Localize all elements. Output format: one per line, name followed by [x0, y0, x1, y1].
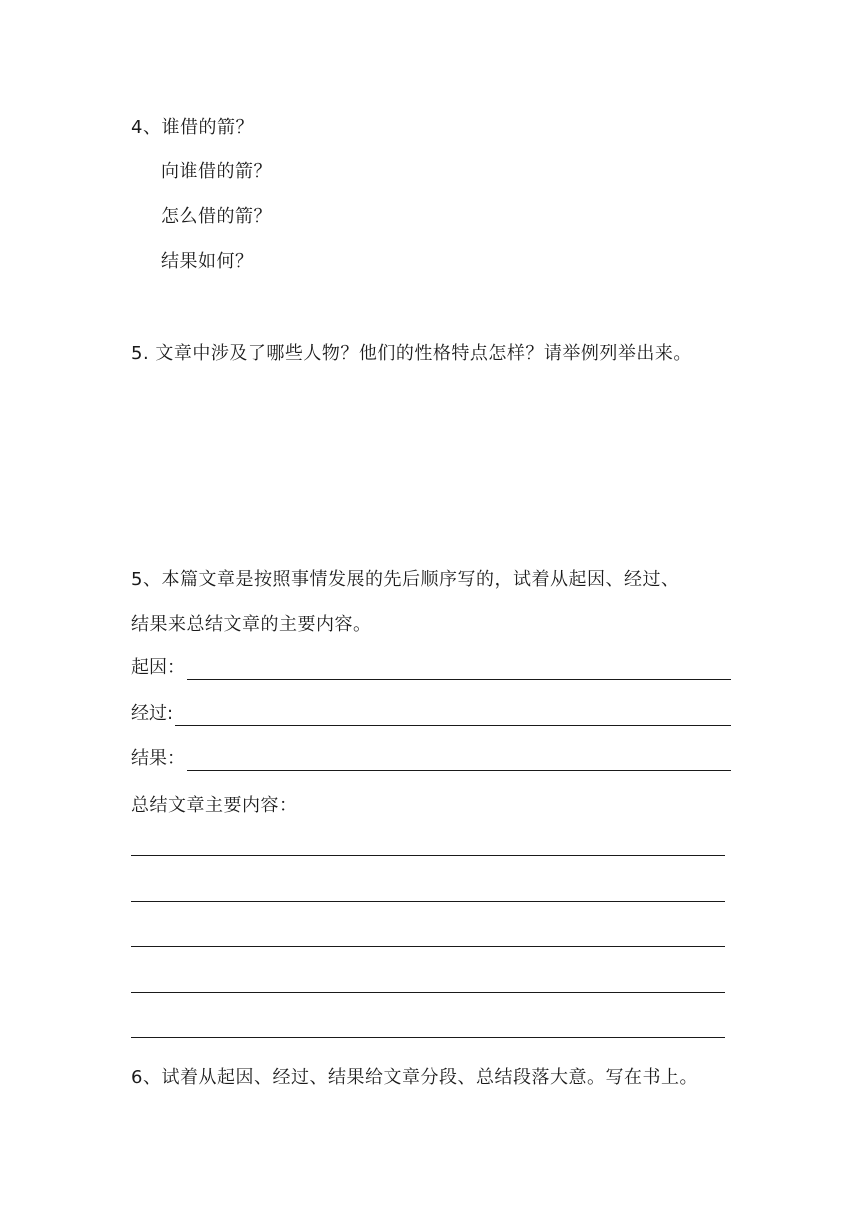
question-5-summary-line-1: 5、本篇文章是按照事情发展的先后顺序写的，试着从起因、经过、: [131, 569, 680, 590]
summary-blank-line[interactable]: [131, 855, 725, 856]
question-4-sub-2: 怎么借的箭？: [161, 206, 272, 227]
summary-blank-line[interactable]: [131, 1037, 725, 1038]
result-label: 结果：: [131, 748, 185, 769]
question-4-sub-1: 向谁借的箭？: [161, 161, 272, 182]
process-row: [131, 702, 731, 726]
summary-label: 总结文章主要内容：: [131, 795, 298, 816]
summary-blank-line[interactable]: [131, 946, 725, 947]
question-6-text: 6、试着从起因、经过、结果给文章分段、总结段落大意。写在书上。: [131, 1067, 698, 1088]
process-label: 经过:: [131, 703, 174, 724]
process-blank[interactable]: [175, 705, 731, 726]
summary-blank-line[interactable]: [131, 992, 725, 993]
question-5-characters: 5. 文章中涉及了哪些人物？他们的性格特点怎样？请举例列举出来。: [131, 343, 692, 364]
question-4-title: 4、谁借的箭？: [131, 117, 254, 138]
question-4-sub-3: 结果如何？: [161, 251, 254, 272]
cause-blank[interactable]: [187, 659, 731, 680]
result-blank[interactable]: [187, 750, 731, 771]
summary-blank-line[interactable]: [131, 901, 725, 902]
result-row: [131, 747, 731, 771]
cause-label: 起因：: [131, 657, 185, 678]
cause-row: [131, 656, 731, 680]
question-5-summary-line-2: 结果来总结文章的主要内容。: [131, 614, 372, 635]
